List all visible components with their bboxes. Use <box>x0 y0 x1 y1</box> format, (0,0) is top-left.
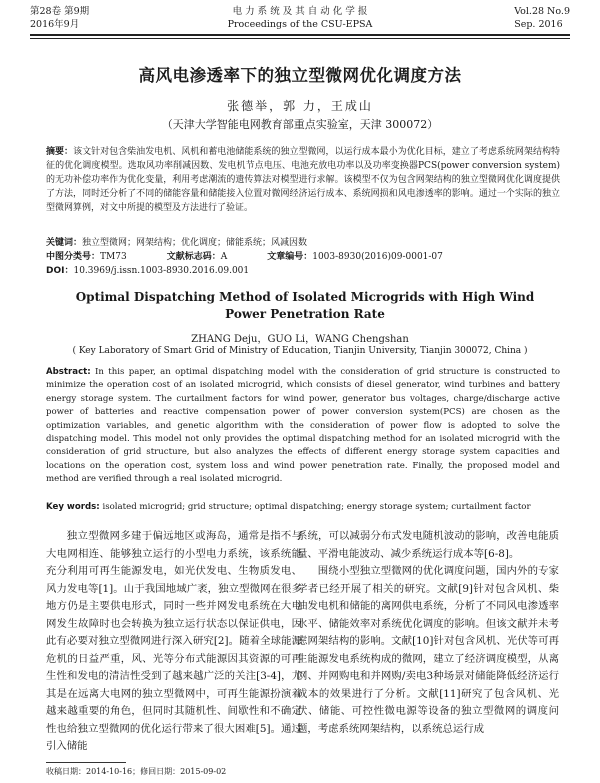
classification-line: 中图分类号：TM73 文献标志码：A 文章编号：1003-8930(2016)09-0001-07 <box>46 252 443 262</box>
journal-name: 电 力 系 统 及 其 自 动 化 学 报 Proceedings of the CSU-EPSA <box>227 6 373 30</box>
abstract-text-cn: 该文针对包含柴油发电机、风机和蓄电池储能系统的独立型微网，以运行成本最小为优化目标，建立了考虑系统网架结构特征的优化调度模型。选取风功率削减因数、发电机节点电压、电池充放电功率以及功率变换器PCS(power conversion system)的无功补偿功率作为优化变量，利用考虑潮流的遗传算法对模型进行求解。该模型不仅为包含网架结构的独立型微网优化调度提供了方法，同时还分析了不同的储能容量和储能接入位置对微网经济运行成本、系统网损和风电渗透率的影响。通过一个实际的独立型微网算例，对文中所提的模型及方法进行了验证。 <box>46 147 560 213</box>
authors-cn: 张德举，郭 力，王成山 <box>227 99 373 113</box>
volume-date-en: Vol.28 No.9 Sep. 2016 <box>514 6 570 30</box>
paper-title-cn: 高风电渗透率下的独立型微网优化调度方法 <box>138 66 462 85</box>
header-rule-thin <box>30 38 570 39</box>
abstract-cn <box>46 145 560 215</box>
body-paragraph: 系统，可以减弱分布式发电随机波动的影响，改善电能质量、平滑电能波动、减少系统运行成本等[6-8]。 <box>297 530 559 560</box>
keywords-en: Key words: isolated microgrid; grid structure; optimal dispatching; energy storage system; curtailment factor <box>46 502 531 512</box>
abstract-en <box>46 366 560 487</box>
body-paragraph: 独立型微网多建于偏远地区或海岛，通常是指不与大电网相连、能够独立运行的小型电力系统，该系统能充分利用可再生能源发电，如光伏发电、生物质发电、风力发电等[1]。山于我国地域广袤，独立型微网在很多地方仍是主要供电形式，同时一些并网发电系统在大电网发生故障时也会转换为独立运行状态以保证供电，因此有必要对独立型微网进行深入研究[2]。随着全球能源危机的日益严重，风、光等分布式能源因其资源的可再生性和发电的清洁性受到了越来越广泛的关注[3-4]，尤其是在远离大电网的独立型微网中，可再生能源扮演着越来越重要的角色，但同时其随机性、间歇性和不确定性也给独立型微网的优化运行带来了很大困难[5]。通过引入储能 <box>46 530 302 752</box>
abstract-label-cn: 摘要： <box>46 147 74 157</box>
header-rule-thick <box>30 34 570 36</box>
running-header <box>30 5 570 35</box>
keywords-cn: 关键词：独立型微网；网架结构；优化调度；储能系统；风减因数 <box>46 238 308 248</box>
doi-line: DOI：10.3969/j.issn.1003-8930.2016.09.001 <box>46 266 250 276</box>
body-paragraph: 围绕小型独立型微网的优化调度问题，国内外的专家学者已经开展了相关的研究。文献[9]针对包含风机、柴油发电机和储能的离网供电系统，分析了不同风电渗透率水平、储能效率对系统优化调度的影响。但该文献并未考虑网架结构的影响。文献[10]针对包含风机、光伏等可再生能源发电系统构成的微网，建立了经济调度模型，从离网、并网购电和并网购/卖电3种场景对储能降低经济运行成本的效果进行了分析。文献[11]研究了包含风机、光伏、储能、可控性微电源等设备的独立型微网的调度问题，考虑系统网架结构，以系统总运行成 <box>297 565 559 735</box>
abstract-label-en: Abstract: <box>46 367 91 377</box>
footnote-rule <box>46 762 126 763</box>
affiliation-cn: （天津大学智能电网教育部重点实验室，天津 300072） <box>161 118 439 131</box>
body-column-right <box>297 528 559 738</box>
authors-en: ZHANG Deju，GUO Li，WANG Chengshan <box>191 334 409 345</box>
abstract-text-en: In this paper, an optimal dispatching model with the consideration of grid structure is constructed to minimize the operation cost of an isolated microgrid, which consists of diesel generator, wind turbines and battery energy storage system. The curtailment factors for wind power, generator bus voltages, charge/discharge active power of batteries and reactive compensation power of power conversion system(PCS) are chosen as the optimization variables, and genetic algorithm with the consideration of power flow is adopted to solve the dispatching model. This model not only provides the optimal dispatching method for an isolated microgrid with the consideration of grid structure, but also analyzes the effects of different energy storage system capacities and locations on the operation cost, system loss and wind power penetration rate. Finally, the proposed model and method are verified through a real isolated microgrid. <box>46 367 561 485</box>
paper-title-en: Optimal Dispatching Method of Isolated Microgrids with High Wind Power Penetration Rate <box>75 290 535 321</box>
volume-issue: 第28卷 第9期 2016年9月 <box>30 6 90 30</box>
body-column-left <box>46 528 302 756</box>
received-date-footnote: 收稿日期：2014-10-16；修回日期：2015-09-02 <box>46 767 227 776</box>
affiliation-en: ( Key Laboratory of Smart Grid of Ministry of Education, Tianjin University, Tianjin 300072, China ) <box>72 346 528 356</box>
